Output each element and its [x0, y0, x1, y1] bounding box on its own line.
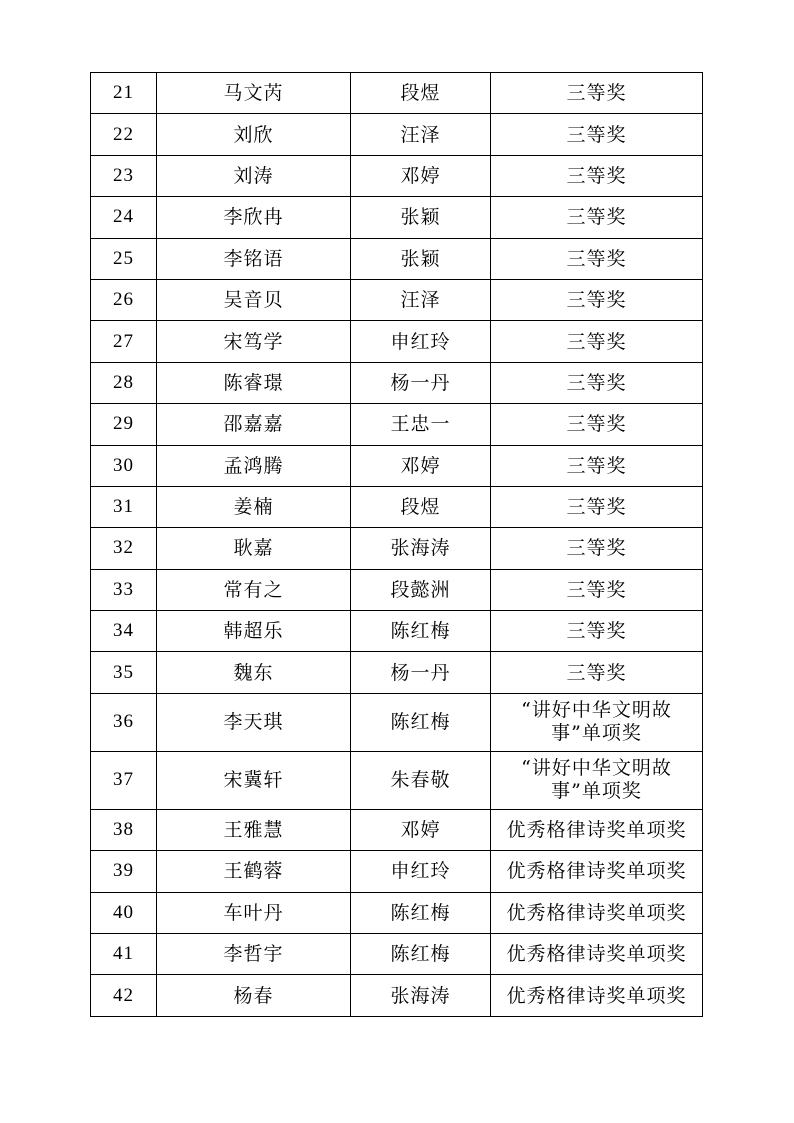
- table-row: [91, 528, 703, 569]
- teacher-name-cell: 邓婷: [351, 155, 491, 196]
- row-number-cell: 37: [91, 751, 157, 809]
- teacher-name-cell: 陈红梅: [351, 892, 491, 933]
- student-name-cell: 吴音贝: [157, 279, 351, 320]
- teacher-name-cell: 申红玲: [351, 321, 491, 362]
- row-number-cell: 39: [91, 851, 157, 892]
- table-row: [91, 809, 703, 850]
- row-number-cell: 30: [91, 445, 157, 486]
- table-row: [91, 321, 703, 362]
- student-name-cell: 刘涛: [157, 155, 351, 196]
- table-row: [91, 693, 703, 751]
- row-number-cell: 22: [91, 114, 157, 155]
- award-cell: “讲好中华文明故事”单项奖: [491, 693, 703, 751]
- row-number-cell: 21: [91, 73, 157, 114]
- teacher-name-cell: 张颖: [351, 238, 491, 279]
- table-row: [91, 569, 703, 610]
- table-row: [91, 611, 703, 652]
- award-cell: 三等奖: [491, 362, 703, 403]
- table-row: [91, 975, 703, 1016]
- award-cell: 三等奖: [491, 114, 703, 155]
- table-row: [91, 851, 703, 892]
- student-name-cell: 李天琪: [157, 693, 351, 751]
- student-name-cell: 车叶丹: [157, 892, 351, 933]
- award-cell: 三等奖: [491, 611, 703, 652]
- award-cell: 三等奖: [491, 652, 703, 693]
- award-cell: “讲好中华文明故事”单项奖: [491, 751, 703, 809]
- row-number-cell: 24: [91, 197, 157, 238]
- teacher-name-cell: 邓婷: [351, 445, 491, 486]
- row-number-cell: 28: [91, 362, 157, 403]
- teacher-name-cell: 陈红梅: [351, 934, 491, 975]
- award-cell: 三等奖: [491, 569, 703, 610]
- award-cell: 优秀格律诗奖单项奖: [491, 892, 703, 933]
- table-row: [91, 73, 703, 114]
- row-number-cell: 29: [91, 404, 157, 445]
- table-row: [91, 445, 703, 486]
- student-name-cell: 王鹤蓉: [157, 851, 351, 892]
- teacher-name-cell: 汪泽: [351, 114, 491, 155]
- teacher-name-cell: 朱春敬: [351, 751, 491, 809]
- teacher-name-cell: 段煜: [351, 73, 491, 114]
- table-row: [91, 238, 703, 279]
- teacher-name-cell: 杨一丹: [351, 362, 491, 403]
- row-number-cell: 42: [91, 975, 157, 1016]
- award-cell: 优秀格律诗奖单项奖: [491, 809, 703, 850]
- row-number-cell: 33: [91, 569, 157, 610]
- award-table: [90, 72, 703, 1017]
- teacher-name-cell: 王忠一: [351, 404, 491, 445]
- table-row: [91, 114, 703, 155]
- student-name-cell: 邵嘉嘉: [157, 404, 351, 445]
- award-cell: 优秀格律诗奖单项奖: [491, 975, 703, 1016]
- student-name-cell: 王雅慧: [157, 809, 351, 850]
- row-number-cell: 41: [91, 934, 157, 975]
- teacher-name-cell: 汪泽: [351, 279, 491, 320]
- award-table-body: [91, 73, 703, 1017]
- student-name-cell: 陈睿璟: [157, 362, 351, 403]
- award-cell: 三等奖: [491, 528, 703, 569]
- award-cell: 三等奖: [491, 73, 703, 114]
- student-name-cell: 李铭语: [157, 238, 351, 279]
- student-name-cell: 常有之: [157, 569, 351, 610]
- row-number-cell: 23: [91, 155, 157, 196]
- award-cell: 三等奖: [491, 445, 703, 486]
- student-name-cell: 杨春: [157, 975, 351, 1016]
- table-row: [91, 279, 703, 320]
- award-cell: 三等奖: [491, 321, 703, 362]
- table-row: [91, 155, 703, 196]
- student-name-cell: 孟鸿腾: [157, 445, 351, 486]
- table-row: [91, 486, 703, 527]
- student-name-cell: 李欣冉: [157, 197, 351, 238]
- row-number-cell: 31: [91, 486, 157, 527]
- student-name-cell: 刘欣: [157, 114, 351, 155]
- award-cell: 优秀格律诗奖单项奖: [491, 851, 703, 892]
- student-name-cell: 宋冀轩: [157, 751, 351, 809]
- row-number-cell: 40: [91, 892, 157, 933]
- award-cell: 三等奖: [491, 486, 703, 527]
- teacher-name-cell: 陈红梅: [351, 611, 491, 652]
- row-number-cell: 26: [91, 279, 157, 320]
- teacher-name-cell: 陈红梅: [351, 693, 491, 751]
- teacher-name-cell: 张颖: [351, 197, 491, 238]
- table-row: [91, 652, 703, 693]
- student-name-cell: 宋笃学: [157, 321, 351, 362]
- table-row: [91, 751, 703, 809]
- student-name-cell: 韩超乐: [157, 611, 351, 652]
- table-row: [91, 934, 703, 975]
- row-number-cell: 36: [91, 693, 157, 751]
- student-name-cell: 李哲宇: [157, 934, 351, 975]
- table-row: [91, 404, 703, 445]
- award-cell: 三等奖: [491, 197, 703, 238]
- table-row: [91, 892, 703, 933]
- table-row: [91, 362, 703, 403]
- award-cell: 三等奖: [491, 238, 703, 279]
- award-cell: 三等奖: [491, 155, 703, 196]
- row-number-cell: 34: [91, 611, 157, 652]
- student-name-cell: 魏东: [157, 652, 351, 693]
- row-number-cell: 35: [91, 652, 157, 693]
- teacher-name-cell: 段煜: [351, 486, 491, 527]
- row-number-cell: 38: [91, 809, 157, 850]
- row-number-cell: 32: [91, 528, 157, 569]
- table-row: [91, 197, 703, 238]
- teacher-name-cell: 申红玲: [351, 851, 491, 892]
- teacher-name-cell: 段懿洲: [351, 569, 491, 610]
- row-number-cell: 27: [91, 321, 157, 362]
- award-cell: 三等奖: [491, 404, 703, 445]
- award-cell: 三等奖: [491, 279, 703, 320]
- teacher-name-cell: 张海涛: [351, 528, 491, 569]
- teacher-name-cell: 杨一丹: [351, 652, 491, 693]
- teacher-name-cell: 张海涛: [351, 975, 491, 1016]
- student-name-cell: 姜楠: [157, 486, 351, 527]
- award-cell: 优秀格律诗奖单项奖: [491, 934, 703, 975]
- row-number-cell: 25: [91, 238, 157, 279]
- teacher-name-cell: 邓婷: [351, 809, 491, 850]
- student-name-cell: 耿嘉: [157, 528, 351, 569]
- student-name-cell: 马文芮: [157, 73, 351, 114]
